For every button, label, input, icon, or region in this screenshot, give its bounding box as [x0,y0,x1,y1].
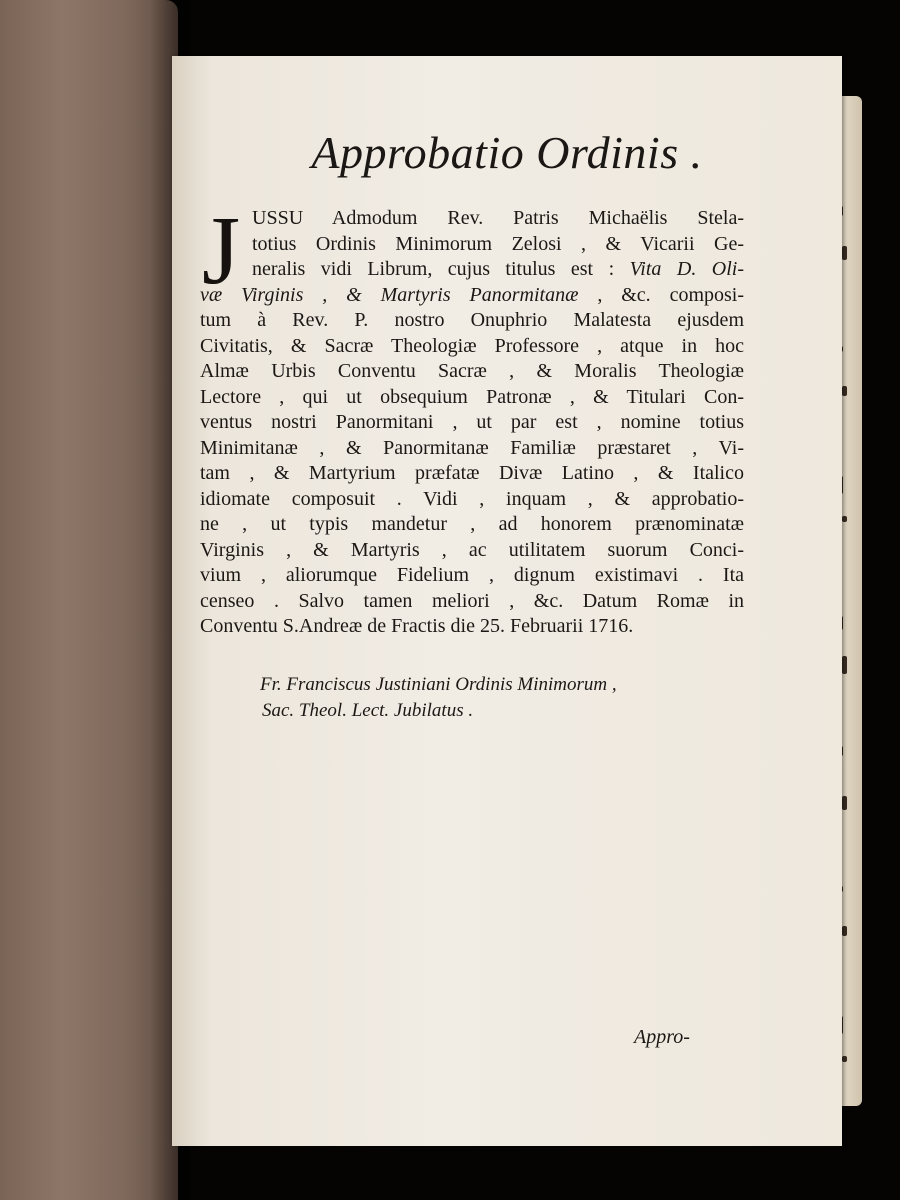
edge-mark [842,246,847,260]
text-line [200,589,744,615]
text-line [200,487,744,513]
roman-text: Lectore , qui ut obsequium Patronæ , & Titulari Con- [200,385,744,408]
roman-text: vium , aliorumque Fidelium , dignum existimavi . Ita [200,564,744,586]
roman-text: totius Ordinis Minimorum Zelosi , & Vicarii Ge- [252,232,744,255]
edge-mark [842,386,847,396]
text-line [200,308,744,334]
roman-text: Almæ Urbis Conventu Sacræ , & Moralis Theologiæ [200,360,744,382]
roman-text: tum à Rev. P. nostro Onuphrio Malatesta ejusdem [200,309,744,331]
edge-mark [842,1056,847,1062]
drop-cap-initial: J [202,197,241,305]
edge-mark [842,796,847,810]
text-line [200,461,744,487]
roman-text: , &c. composi- [578,283,744,306]
text-line [200,614,744,640]
signature-block [260,672,617,724]
roman-text: censeo . Salvo tamen meliori , &c. Datum Romæ in [200,589,744,612]
text-line [200,538,744,564]
text-line [200,206,744,232]
roman-text: ne , ut typis mandetur , ad honorem prænominatæ [200,513,744,535]
text-line [200,385,744,411]
text-line [200,359,744,385]
page-heading: Approbatio Ordinis . [311,127,703,178]
italic-text: væ Virginis , & Martyris Panormitanæ [200,283,579,306]
text-line [200,410,744,436]
edge-mark [842,926,847,936]
edge-mark [842,656,847,674]
signature-line-2: Sac. Theol. Lect. Jubilatus . [262,700,474,721]
text-line [200,563,744,589]
text-line [200,436,744,462]
text-line [200,283,744,309]
text-line [200,257,744,283]
text-line [200,512,744,538]
roman-text: Virginis , & Martyris , ac utilitatem suorum Conci- [200,538,744,561]
approbation-text [200,206,744,640]
roman-text: tam , & Martyrium præfatæ Divæ Latino , & Italico [200,462,744,484]
roman-text: neralis vidi Librum, cujus titulus est : [252,258,630,280]
roman-text: ventus nostri Panormitani , ut par est , nomine totius [200,411,744,433]
signature-line-1: Fr. Franciscus Justiniani Ordinis Minimorum , [260,674,617,695]
roman-text: idiomate composuit . Vidi , inquam , & approbatio- [200,487,744,510]
text-line [200,334,744,360]
roman-text: Civitatis, & Sacræ Theologiæ Professore , atque in hoc [200,334,744,357]
book-page [172,56,842,1146]
roman-text: Conventu S.Andreæ de Fractis die 25. Februarii 1716. [200,615,634,637]
edge-mark [842,516,847,522]
italic-text: Vita D. Oli- [629,258,744,280]
roman-text: USSU Admodum Rev. Patris Michaëlis Stela- [252,207,744,229]
catchword: Appro- [634,1026,690,1048]
roman-text: Minimitanæ , & Panormitanæ Familiæ præstaret , Vi- [200,436,744,459]
text-line [200,232,744,258]
